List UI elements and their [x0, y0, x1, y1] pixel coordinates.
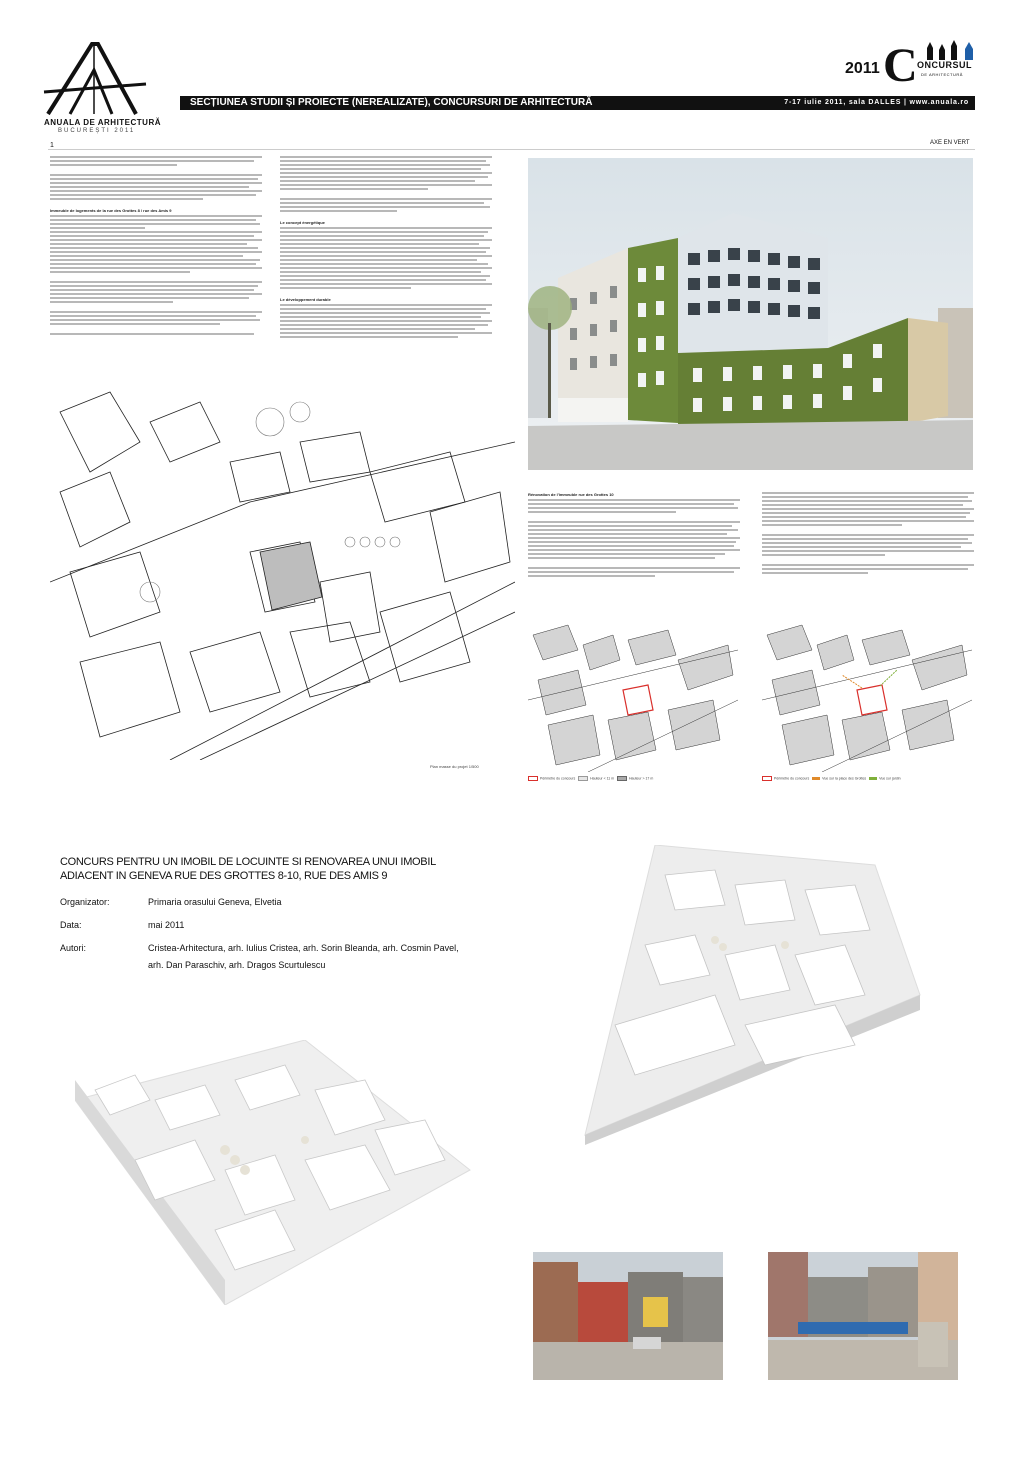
street-photo-2 — [768, 1252, 958, 1380]
logo-name: ANUALA DE ARHITECTURĂ — [44, 118, 162, 127]
legend-item: Périmètre du concours — [774, 776, 810, 781]
site-model-photo-1 — [75, 1040, 485, 1305]
column-3-heading: Rénovation de l'immeuble rue des Grottes 10 — [528, 492, 614, 497]
legend-heights — [528, 776, 653, 781]
text-column-3 — [528, 492, 740, 579]
brand-year: 2011 — [845, 60, 880, 77]
section-title: SECȚIUNEA STUDII ȘI PROIECTE (NEREALIZATE), CONCURSURI DE ARHITECTURĂ — [190, 97, 593, 108]
site-plan-views — [762, 620, 972, 772]
legend-item: Vue sur jardin — [879, 776, 901, 781]
legend-swatch-garden — [869, 777, 877, 780]
legend-item: Hauteur < 11 m — [590, 776, 615, 781]
site-plan-heights — [528, 620, 738, 772]
project-title: CONCURS PENTRU UN IMOBIL DE LOCUINTE SI RENOVAREA UNUI IMOBIL ADIACENT IN GENEVA RUE DES GROTTES 8-10, RUE DES AMIS 9 — [60, 856, 436, 882]
legend-swatch-perimeter — [528, 776, 538, 781]
authors-line-2: arh. Dan Paraschiv, arh. Dragos Scurtulescu — [148, 960, 326, 970]
towers-icon — [923, 40, 975, 60]
site-model-photo-2 — [575, 845, 975, 1145]
column-1-heading: Immeuble de logements de la rue des Grottes 8 / rue des Amis 9 — [50, 208, 172, 213]
axe-label: AXE EN VERT — [930, 140, 970, 146]
facade-render — [528, 158, 973, 470]
column-2-heading-sustainable: Le développement durable — [280, 297, 331, 302]
column-2-heading-energy: Le concept énergétique — [280, 220, 325, 225]
plan-caption: Plan masse du projet 1/500 — [430, 764, 479, 769]
section-banner — [180, 96, 975, 110]
divider — [48, 149, 975, 150]
legend-item: Hauteur > 17 m — [629, 776, 654, 781]
legend-views — [762, 776, 901, 781]
legend-swatch-low — [578, 776, 588, 781]
logo-city: BUCUREȘTI 2011 — [58, 128, 136, 134]
authors-label: Autori: — [60, 943, 87, 953]
logo-a-mark-icon — [40, 40, 150, 120]
site-plan — [50, 382, 515, 760]
organizer-value: Primaria orasului Geneva, Elvetia — [148, 897, 282, 907]
authors-line-1: Cristea-Arhitectura, arh. Iulius Cristea, arh. Sorin Bleanda, arh. Cosmin Pavel, — [148, 943, 459, 953]
legend-swatch-perimeter — [762, 776, 772, 781]
brand-letter: C — [883, 39, 918, 92]
text-column-4 — [762, 492, 974, 576]
page-number: 1 — [50, 142, 54, 149]
date-label: Data: — [60, 920, 82, 930]
legend-item: Périmètre du concours — [540, 776, 576, 781]
legend-swatch-place — [812, 777, 820, 780]
legend-item: Vue sur la place des Grottes — [822, 776, 867, 781]
concursul-brand — [845, 40, 975, 96]
text-column-2 — [280, 156, 492, 340]
legend-swatch-high — [617, 776, 627, 781]
organizer-label: Organizator: — [60, 897, 110, 907]
event-info: 7-17 iulie 2011, sala DALLES | www.anuala.ro — [784, 99, 969, 106]
text-column-1 — [50, 156, 262, 337]
brand-sub: DE ARHITECTURĂ — [921, 72, 963, 77]
date-value: mai 2011 — [148, 920, 185, 930]
brand-name: ONCURSUL — [917, 60, 972, 70]
street-photo-1 — [533, 1252, 723, 1380]
